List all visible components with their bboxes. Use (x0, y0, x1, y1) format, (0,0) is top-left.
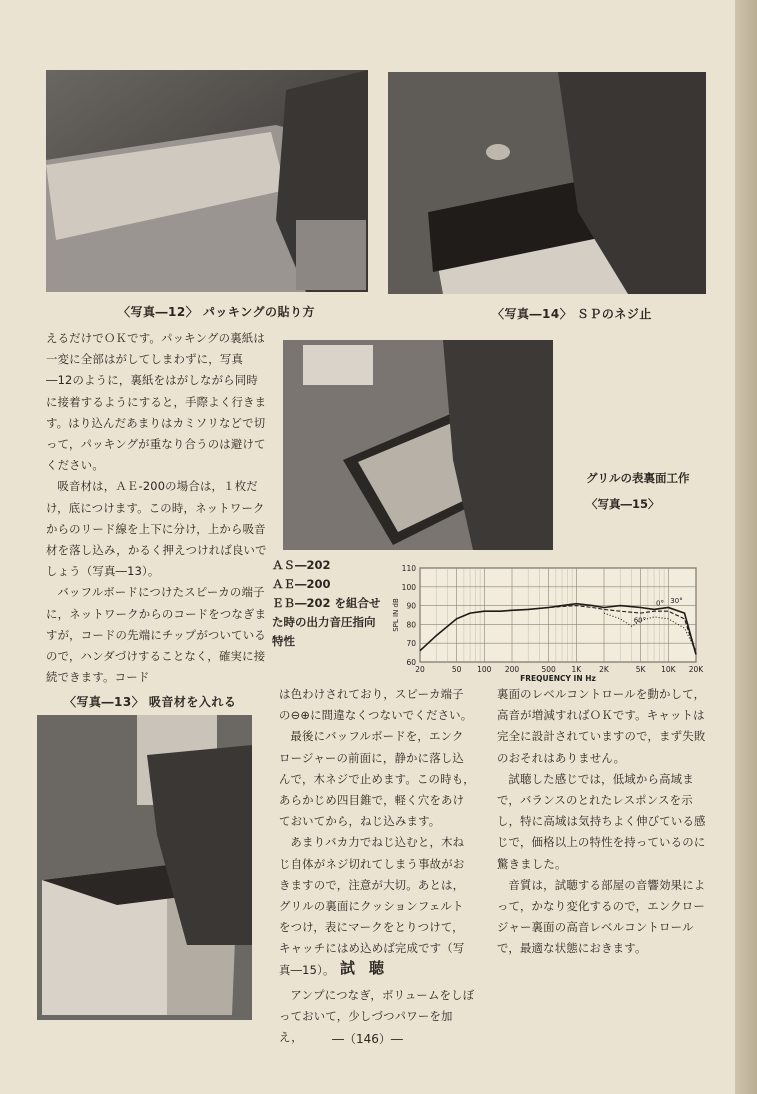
left-paragraph-1: えるだけでＯＫです。パッキングの裏紙は一変に全部はがしてしまわずに，写真―12のように，裏紙をはがしながら同時に接着するようにすると，手際よく行きます。はり込んだあまりはカミソリなどで切って，パッキングが重なり合うのは避けてください。 (46, 331, 267, 473)
photo-15-grille (283, 340, 553, 550)
photo-14-sp-screw (388, 72, 706, 294)
middle-paragraph-1: は色わけされており，スピーカ端子の⊖⊕に間違なくつないでください。 (279, 687, 473, 723)
x-tick-label: 200 (504, 665, 520, 674)
chart-caption-line-4: た時の出力音圧指向 (272, 615, 376, 629)
page-edge (735, 0, 757, 1094)
section-heading-listening: 試聴 (340, 959, 399, 977)
photo-15-caption (586, 465, 690, 517)
photo-15-image (283, 340, 553, 550)
left-column-text (46, 328, 268, 688)
left-paragraph-3: バッフルボードにつけたスピーカの端子に，ネットワークからのコードをつなぎますが，コードの先端にチップがついているので，ハンダづけすることなく，確実に接続できます。コード (46, 585, 267, 685)
photo-13-image (37, 715, 252, 1020)
chart-caption (272, 556, 384, 651)
photo-14-caption: 〈写真―14〉 ＳＰのネジ止 (492, 307, 652, 321)
x-tick-label: 2K (599, 665, 609, 674)
x-tick-label: 100 (477, 665, 492, 674)
photo-13-caption: 〈写真―13〉 吸音材を入れる (64, 695, 237, 709)
y-tick-label: 110 (401, 564, 416, 573)
chart-caption-line-3: ＥＢ―202 を組合せ (272, 596, 381, 610)
x-tick-label: 10K (661, 665, 676, 674)
x-tick-label: 5K (635, 665, 646, 674)
series-label-2: 30° (670, 597, 683, 606)
y-tick-label: 80 (406, 620, 416, 630)
page-number: ―（146）― (332, 1032, 403, 1046)
chart-caption-line-1: ＡＳ―202 (272, 558, 331, 572)
photo-12-image (46, 70, 368, 292)
middle-paragraph-4: アンプにつなぎ，ボリュームをしぼっておいて，少しづつパワーを加え， (279, 988, 475, 1045)
right-column-text (497, 684, 707, 960)
frequency-response-chart (388, 562, 706, 686)
x-tick-label: 1K (571, 665, 582, 674)
right-paragraph-2: 試聴した感じでは，低域から高域まで，バランスのとれたレスポンスを示し，特に高域は気持ちよく伸びている感じで，価格以上の特性を持っているのに驚きました。 (497, 771, 706, 871)
chart-caption-line-2: ＡＥ―200 (272, 577, 331, 591)
photo-13-absorber (37, 715, 252, 1020)
right-paragraph-1: 裏面のレベルコントロールを動かして，高音が増減すればＯＫです。キャットは完全に設計されていますので，まず失敗のおそれはありません。 (497, 687, 706, 765)
y-tick-label: 100 (401, 582, 416, 592)
left-paragraph-2: 吸音材は，ＡＥ-200の場合は，１枚だけ，底につけます。この時，ネットワークからのリード線を上下に分け，上から吸音材を落し込み，かるく押えつければ良いでしょう（写真―13）。 (46, 479, 267, 579)
series-label-3: 60° (633, 616, 647, 625)
y-axis-label: SPL IN dB (392, 598, 400, 632)
y-tick-label: 90 (406, 601, 416, 611)
chart-caption-line-5: 特性 (272, 634, 295, 648)
x-tick-label: 20K (688, 665, 704, 674)
series-label-1: 0° (656, 599, 665, 608)
x-tick-label: 20 (415, 665, 425, 674)
right-paragraph-3: 音質は，試聴する部屋の音響効果によって，かなり変化するので，エンクロージャー裏面の高音レベルコントロールで，最適な状態におきます。 (497, 877, 706, 956)
middle-paragraph-2: 最後にバッフルボードを，エンクロージャーの前面に，静かに落し込んで，木ネジで止めます。この時も，あらかじめ四目錐で，軽く穴をあけておいてから，ねじ込みます。 (279, 729, 475, 829)
x-tick-label: 500 (541, 665, 556, 674)
x-axis-label: FREQUENCY IN Hz (520, 674, 596, 683)
y-tick-label: 60 (406, 658, 416, 667)
x-tick-label: 50 (451, 665, 462, 674)
photo-12-caption: 〈写真―12〉 パッキングの貼り方 (118, 305, 316, 319)
middle-paragraph-3: あまりバカ力でねじ込むと，木ねじ自体がネジ切れてしまう事故がおきますので，注意が大切。あとは，グリルの裏面にクッションフェルトをつけ，表にマークをとりつけて，キャッチにはめ込めば完成です（写真―15）。 (279, 835, 465, 977)
photo-15-caption-title: グリルの表裏面工作 (586, 471, 690, 485)
plot-area (420, 568, 696, 662)
y-tick-label: 70 (406, 639, 416, 649)
photo-14-image (388, 72, 706, 294)
photo-15-caption-label: 〈写真―15〉 (586, 497, 660, 511)
middle-column-text (279, 684, 475, 981)
photo-12-packing (46, 70, 368, 292)
